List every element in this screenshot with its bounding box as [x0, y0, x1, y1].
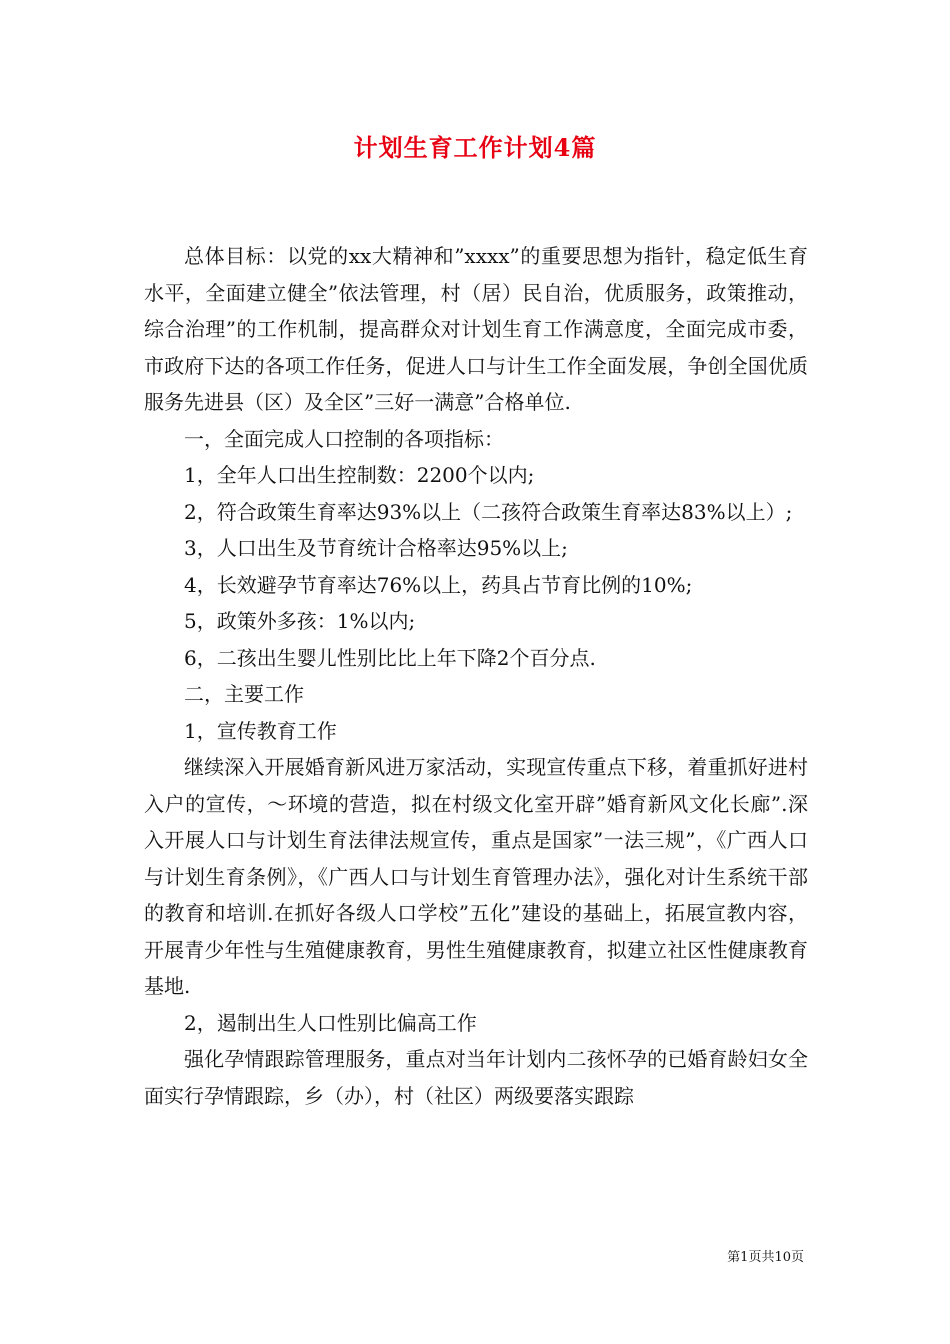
paragraph-sex-ratio-body: 强化孕情跟踪管理服务，重点对当年计划内二孩怀孕的已婚育龄妇女全面实行孕情跟踪，乡（办），村（社区）两级要落实跟踪	[144, 1047, 808, 1108]
paragraph-indicator-1: 1，全年人口出生控制数：2200个以内;	[184, 463, 535, 487]
document-body	[144, 238, 808, 1114]
paragraph-publicity-body: 继续深入开展婚育新风进万家活动，实现宣传重点下移，着重抓好进村入户的宣传，～环境的营造，拟在村级文化室开辟”婚育新风文化长廊”.深入开展人口与计划生育法律法规宣传，重点是国家”一法三规”，《广西人口与计划生育条例》，《广西人口与计划生育管理办法》，强化对计生系统干部的教育和培训.在抓好各级人口学校”五化”建设的基础上，拓展宣教内容，开展青少年性与生殖健康教育，男性生殖健康教育，拟建立社区性健康教育基地.	[144, 755, 808, 998]
paragraph-overall-goal: 总体目标：以党的xx大精神和”xxxx”的重要思想为指针，稳定低生育水平，全面建立健全”依法管理，村（居）民自治，优质服务，政策推动，综合治理”的工作机制，提高群众对计划生育工作满意度，全面完成市委，市政府下达的各项工作任务，促进人口与计生工作全面发展，争创全国优质服务先进县（区）及全区”三好一满意”合格单位.	[144, 244, 808, 414]
paragraph-subheading-publicity: 1，宣传教育工作	[184, 718, 337, 743]
paragraph-indicator-6: 6，二孩出生婴儿性别比比上年下降2个百分点.	[184, 645, 596, 670]
paragraph-indicator-5: 5，政策外多孩：1%以内;	[184, 609, 416, 633]
paragraph-section-two-heading: 二，主要工作	[184, 682, 304, 706]
page-number: 第1页共10页	[727, 1250, 804, 1265]
paragraph-indicator-2: 2，符合政策生育率达93%以上（二孩符合政策生育率达83%以上）;	[184, 499, 793, 524]
paragraph-section-one-heading: 一，全面完成人口控制的各项指标：	[184, 426, 504, 451]
paragraph-indicator-4: 4，长效避孕节育率达76%以上，药具占节育比例的10%;	[184, 572, 693, 597]
paragraph-subheading-sex-ratio: 2，遏制出生人口性别比偏高工作	[184, 1010, 477, 1035]
paragraph-indicator-3: 3，人口出生及节育统计合格率达95%以上;	[184, 536, 568, 560]
document-title: 计划生育工作计划4篇	[353, 133, 597, 162]
